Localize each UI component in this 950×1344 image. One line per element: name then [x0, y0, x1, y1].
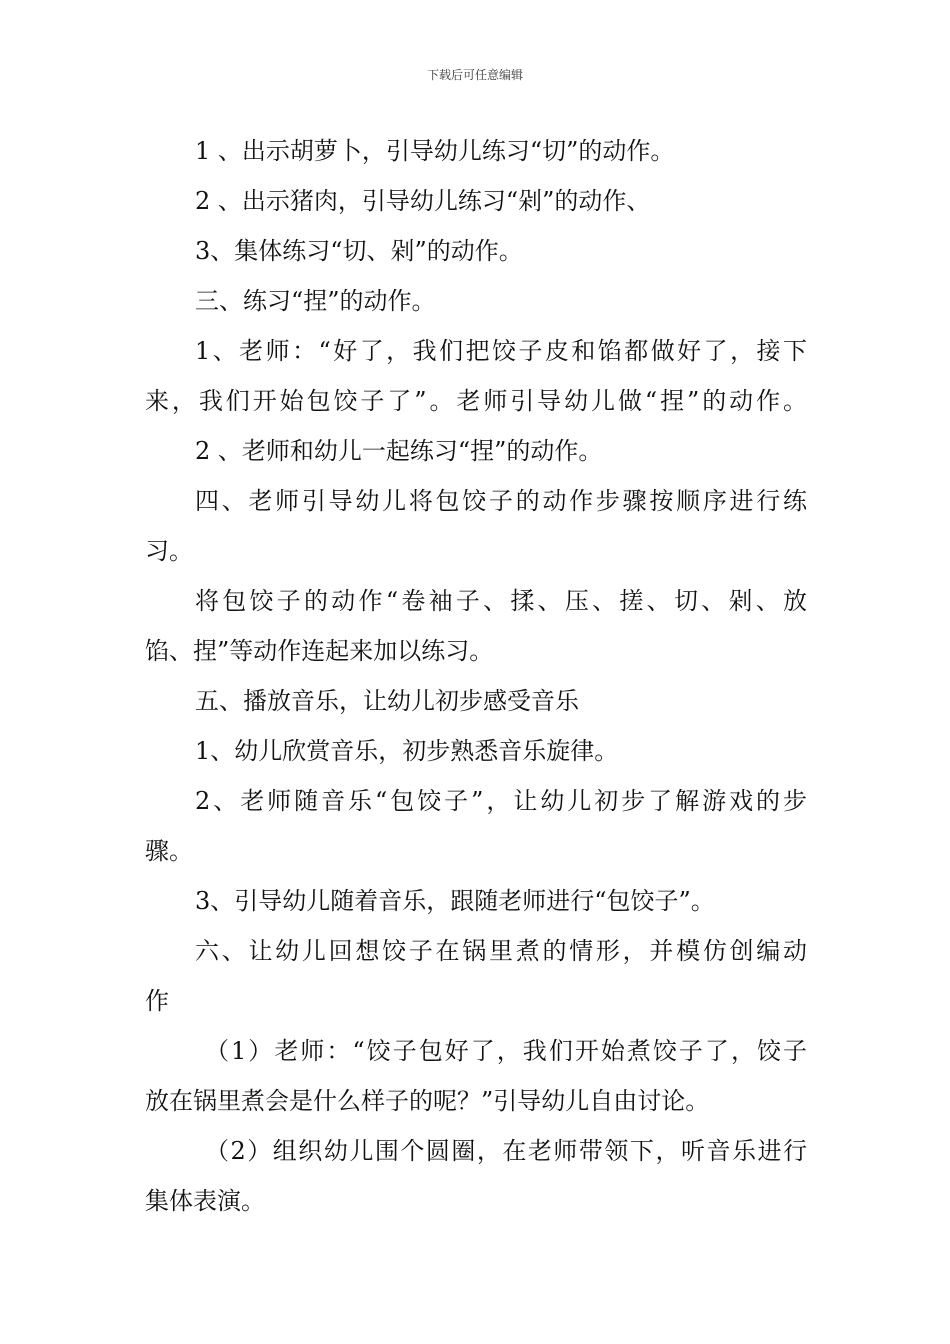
paragraph-line: 3、引导幼儿随着音乐，跟随老师进行“包饺子”。: [195, 887, 715, 915]
paragraph-line: 来，我们开始包饺子了”。老师引导幼儿做“捏”的动作。: [145, 387, 807, 415]
paragraph-line: 1 、出示胡萝卜，引导幼儿练习“切”的动作。: [195, 137, 675, 165]
paragraph-line: 1、幼儿欣赏音乐，初步熟悉音乐旋律。: [195, 737, 619, 765]
paragraph-line: 2、老师随音乐“包饺子”，让幼儿初步了解游戏的步: [195, 787, 807, 815]
page-header: 下载后可任意编辑: [426, 68, 523, 82]
paragraph-line: 放在锅里煮会是什么样子的呢？”引导幼儿自由讨论。: [145, 1087, 710, 1115]
document-body: [145, 126, 807, 1226]
paragraph-line: 将包饺子的动作“卷袖子、揉、压、搓、切、剁、放: [195, 587, 807, 615]
section-heading: 五、播放音乐，让幼儿初步感受音乐: [195, 687, 579, 715]
section-heading: 四、老师引导幼儿将包饺子的动作步骤按顺序进行练: [195, 487, 807, 515]
paragraph-line: （1）老师：“饺子包好了，我们开始煮饺子了，饺子: [205, 1037, 807, 1065]
paragraph-line: （2）组织幼儿围个圆圈，在老师带领下，听音乐进行: [205, 1137, 807, 1165]
paragraph-line: 馅、捏”等动作连起来加以练习。: [145, 637, 494, 665]
section-heading: 六、让幼儿回想饺子在锅里煮的情形，并模仿创编动: [195, 937, 807, 965]
paragraph-line: 骤。: [145, 837, 193, 865]
section-heading: 习。: [145, 537, 193, 565]
section-heading: 三、练习“捏”的动作。: [195, 287, 436, 315]
section-heading: 作: [145, 987, 169, 1015]
paragraph-line: 2 、出示猪肉，引导幼儿练习“剁”的动作、: [195, 187, 651, 215]
paragraph-line: 3、集体练习“切、剁”的动作。: [195, 237, 523, 265]
paragraph-line: 2 、老师和幼儿一起练习“捏”的动作。: [195, 437, 603, 465]
paragraph-line: 集体表演。: [145, 1187, 265, 1215]
paragraph-line: 1、老师：“好了，我们把饺子皮和馅都做好了，接下: [195, 337, 807, 365]
